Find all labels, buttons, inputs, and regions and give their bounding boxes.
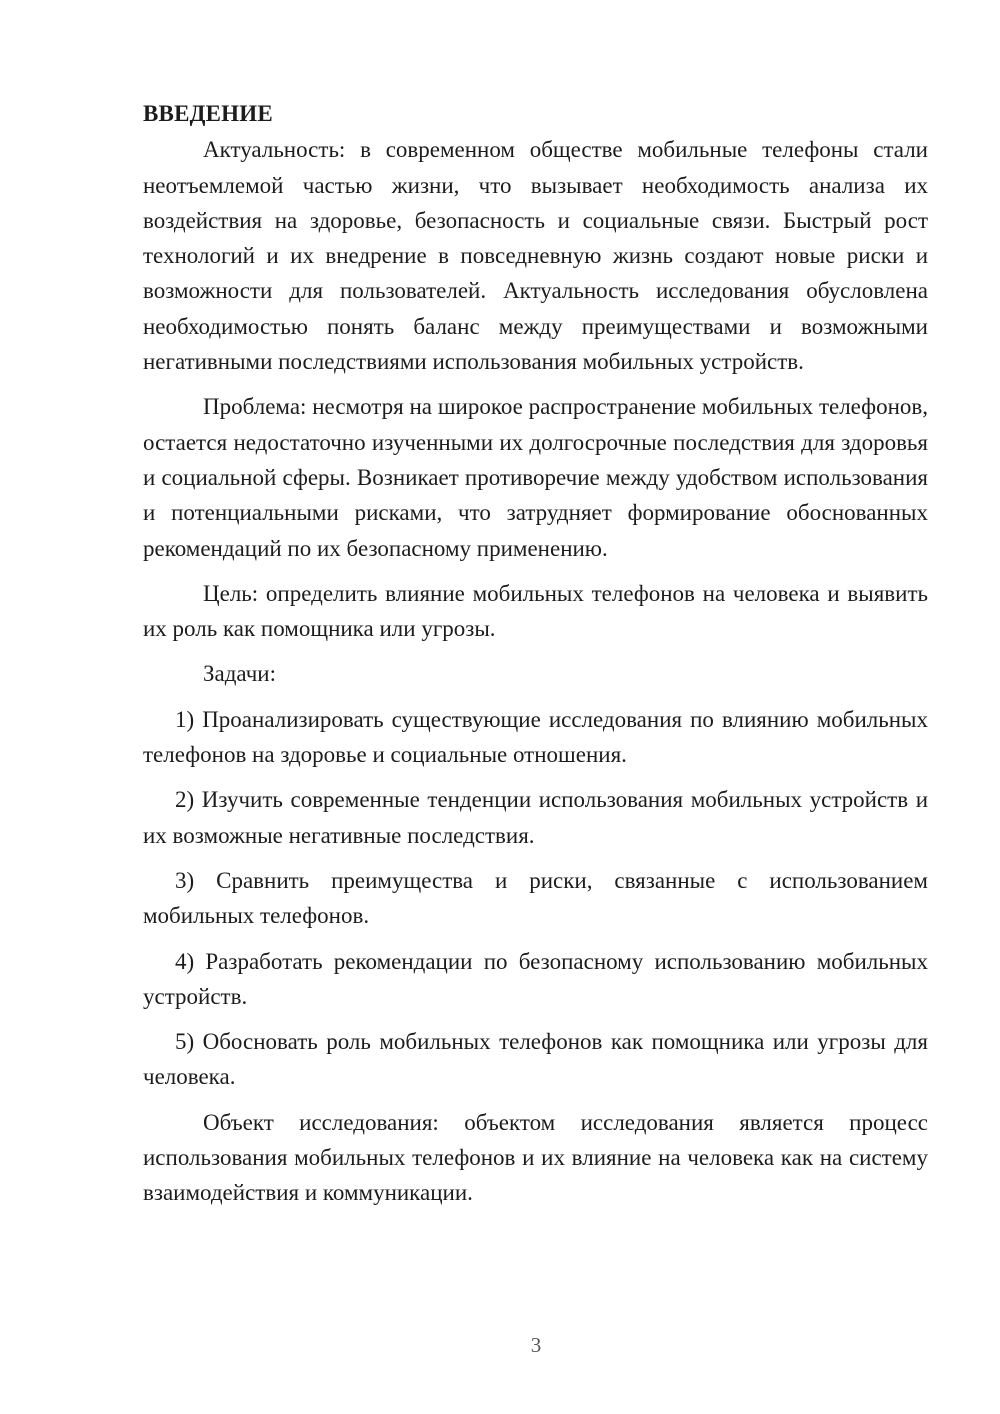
problem-paragraph: Проблема: несмотря на широкое распространение мобильных телефонов, остается недостаточно изученными их долгосрочные последствия для здоровья и социальной сферы. Возникает противоречие между удобством использования и потенциальными рисками, что затрудняет формирование обоснованных рекомендаций по их безопасному применению.	[143, 394, 928, 561]
object-paragraph: Объект исследования: объектом исследования является процесс использования мобильных телефонов и их влияние на человека как на систему взаимодействия и коммуникации.	[143, 1109, 928, 1206]
goal-paragraph: Цель: определить влияние мобильных телефонов на человека и выявить их роль как помощника или угрозы.	[143, 580, 928, 642]
page-number: 3	[530, 1333, 542, 1357]
document-body	[143, 96, 928, 1211]
tasks-heading: Задачи:	[203, 661, 276, 687]
task-item-5: 5) Обосновать роль мобильных телефонов как помощника или угрозы для человека.	[143, 1029, 928, 1090]
section-title: ВВЕДЕНИЕ	[143, 101, 273, 126]
task-item-4: 4) Разработать рекомендации по безопасному использованию мобильных устройств.	[143, 948, 928, 1009]
relevance-paragraph: Актуальность: в современном обществе мобильные телефоны стали неотъемлемой частью жизни, что вызывает необходимость анализа их воздействия на здоровье, безопасность и социальные связи. Быстрый рост технологий и их внедрение в повседневную жизнь создают новые риски и возможности для пользователей. Актуальность исследования обусловлена необходимостью понять баланс между преимуществами и возможными негативными последствиями использования мобильных устройств.	[143, 137, 928, 375]
task-item-3: 3) Сравнить преимущества и риски, связанные с использованием мобильных телефонов.	[143, 867, 928, 929]
task-item-2: 2) Изучить современные тенденции использования мобильных устройств и их возможные негативные последствия.	[143, 787, 928, 848]
task-item-1: 1) Проанализировать существующие исследования по влиянию мобильных телефонов на здоровье и социальные отношения.	[143, 706, 928, 768]
